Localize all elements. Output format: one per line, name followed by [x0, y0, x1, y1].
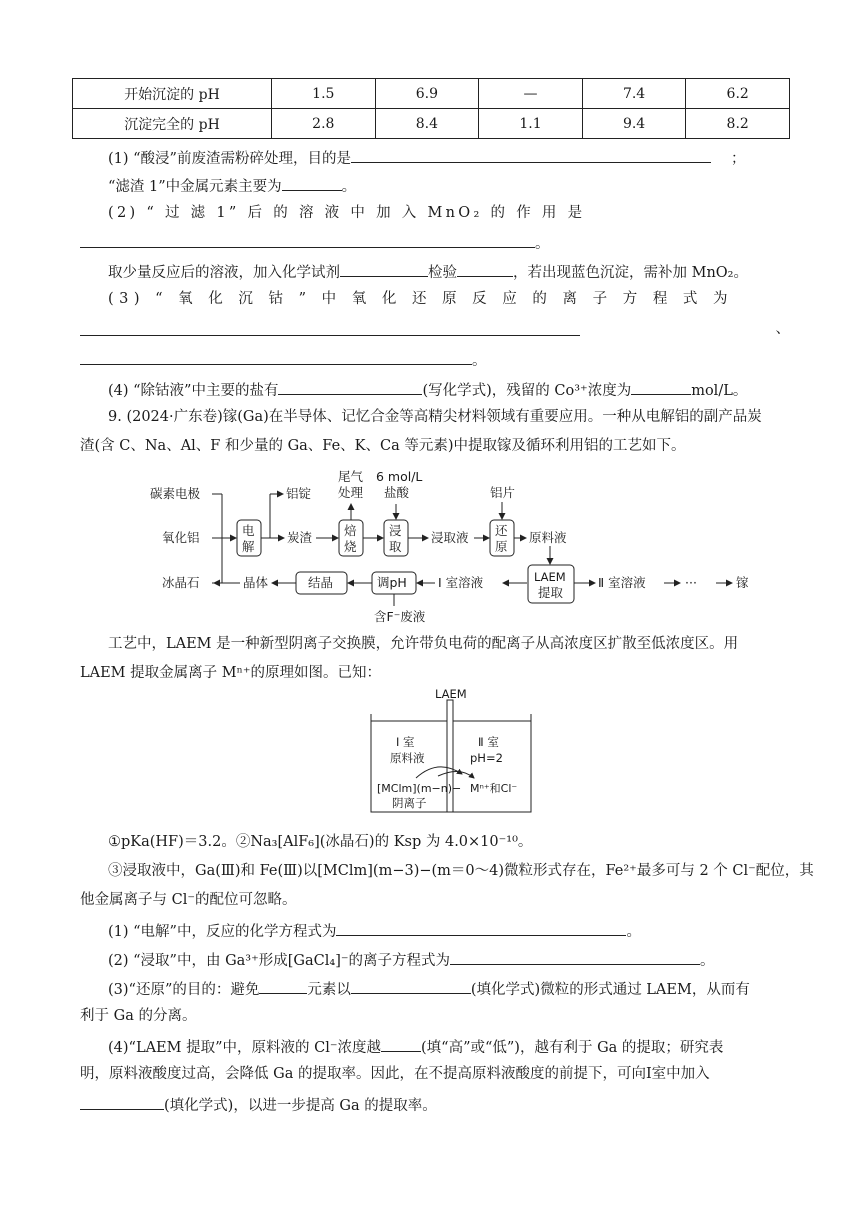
- question-text: (2) “ 过 滤 1” 后 的 溶 液 中 加 入 MnO₂ 的 作 用 是: [108, 205, 586, 221]
- membrane-text: Mⁿ⁺和Cl⁻: [470, 782, 518, 795]
- flow-label: 取: [389, 539, 402, 554]
- flow-label: 提取: [538, 585, 564, 600]
- answer-blank[interactable]: [340, 260, 428, 277]
- membrane-text: Ⅱ 室: [478, 735, 499, 749]
- table-cell: 8.2: [686, 109, 790, 139]
- flow-label: 冰晶石: [162, 575, 200, 590]
- table-cell: 1.1: [479, 109, 583, 139]
- answer-blank[interactable]: [80, 1093, 164, 1110]
- question-text: 元素以: [307, 982, 351, 998]
- question-text: (4) “除钴液”中主要的盐有: [108, 383, 279, 399]
- q9-part1-line: [108, 919, 790, 942]
- table-cell: 6.2: [686, 79, 790, 109]
- flow-label: 尾气: [338, 469, 364, 484]
- question-text: 检验: [428, 265, 457, 281]
- flow-label: 盐酸: [384, 485, 410, 500]
- flow-label: 晶体: [243, 575, 269, 590]
- question-text: (1) “酸浸”前废渣需粉碎处理，目的是: [108, 151, 351, 167]
- flow-label: 解: [242, 539, 255, 554]
- q8-part4-line: [108, 378, 790, 401]
- flow-label: 6 mol/L: [376, 469, 423, 484]
- question-text: (写化学式)，残留的 Co³⁺浓度为: [422, 383, 632, 399]
- q8-part3-blank2-line: 。: [80, 348, 790, 371]
- q8-part3-line: [108, 289, 790, 309]
- process-flow-diagram: [150, 466, 760, 628]
- question-text: (填化学式)，以进一步提高 Ga 的提取率。: [164, 1098, 437, 1114]
- question-text: (3) “ 氧 化 沉 钴 ” 中 氧 化 还 原 反 应 的 离 子 方 程 式 为: [108, 291, 734, 307]
- laem-membrane-diagram: [368, 686, 538, 826]
- flow-label: 调pH: [377, 575, 407, 590]
- membrane-text: [MClm](m−n)−: [377, 782, 462, 795]
- answer-blank[interactable]: [259, 977, 307, 994]
- question-text: (填化学式)微粒的形式通过 LAEM，从而有: [470, 982, 750, 998]
- q9-part4-line: [108, 1035, 790, 1058]
- table-cell: 开始沉淀的 pH: [73, 79, 272, 109]
- flow-label: 铝片: [490, 485, 516, 500]
- q8-part1-line: (1) “酸浸”前废渣需粉碎处理，目的是 ；: [108, 146, 790, 169]
- flow-label: LAEM: [534, 570, 566, 584]
- q9-para-line2: LAEM 提取金属离子 Mⁿ⁺的原理如图。已知：: [80, 665, 382, 681]
- answer-blank[interactable]: [450, 948, 700, 965]
- flow-label: 浸取液: [431, 530, 469, 545]
- table-row: [73, 109, 790, 139]
- q9-known-line1: ①pKa(HF)＝3.2。②Na₃[AlF₆](冰晶石)的 Ksp 为 4.0×10⁻¹⁰。: [108, 834, 533, 850]
- ph-table: [72, 78, 790, 139]
- answer-blank[interactable]: [80, 348, 472, 365]
- membrane-text: 原料液: [390, 751, 425, 765]
- answer-blank[interactable]: [80, 231, 535, 248]
- flow-label: 炭渣: [287, 530, 313, 545]
- q8-part2-blank-line: 。: [80, 231, 790, 254]
- q9-intro-line2: 渣(含 C、Na、Al、F 和少量的 Ga、Fe、K、Ca 等元素)中提取镓及循环利用铝的工艺如下。: [80, 438, 686, 454]
- flow-label: 电: [242, 523, 255, 538]
- flow-label: 处理: [338, 485, 364, 500]
- membrane-label: LAEM: [435, 687, 467, 701]
- q9-part2-line: [108, 948, 790, 971]
- flow-label: 氧化铝: [162, 530, 200, 545]
- flow-label: 还: [495, 523, 508, 538]
- q9-known-line3: 他金属离子与 Cl⁻的配位可忽略。: [80, 892, 297, 908]
- question-text: ，若出现蓝色沉淀，需补加 MnO₂。: [513, 265, 748, 281]
- flow-label: 结晶: [308, 575, 334, 590]
- question-text: 取少量反应后的溶液，加入化学试剂: [108, 265, 340, 281]
- question-text: “滤渣 1”中金属元素主要为: [108, 179, 282, 195]
- q8-part2c-line: [108, 260, 790, 283]
- answer-blank[interactable]: [282, 174, 342, 191]
- table-cell: 7.4: [582, 79, 686, 109]
- flow-label: 烧: [344, 539, 357, 554]
- membrane-text: 阴离子: [392, 796, 427, 810]
- question-text: 。: [626, 924, 641, 940]
- q9-part4b-line: 明，原料液酸度过高，会降低 Ga 的提取率。因此，在不提高原料液酸度的前提下，可向Ⅰ室中加入: [80, 1066, 710, 1082]
- flow-label: 铝锭: [286, 486, 312, 501]
- answer-blank[interactable]: [381, 1035, 421, 1052]
- question-text: (填“高”或“低”)，越有利于 Ga 的提取；研究表: [421, 1040, 724, 1056]
- question-text: (2) “浸取”中，由 Ga³⁺形成[GaCl₄]⁻的离子方程式为: [108, 953, 451, 969]
- question-text: (3)“还原”的目的：避免: [108, 982, 260, 998]
- q9-part3-line: [108, 977, 790, 1000]
- flow-label: 含F⁻废液: [374, 609, 426, 624]
- flow-label: 原料液: [529, 530, 567, 545]
- flow-label: Ⅱ 室溶液: [598, 575, 646, 590]
- answer-blank[interactable]: [80, 319, 580, 336]
- table-cell: 8.4: [375, 109, 479, 139]
- question-text: mol/L。: [691, 383, 748, 399]
- q8-part2-line: [108, 203, 790, 223]
- table-row: [73, 79, 790, 109]
- q8-part3-blank-line: 、: [80, 319, 790, 342]
- answer-blank[interactable]: [278, 378, 422, 395]
- question-text: (4)“LAEM 提取”中，原料液的 Cl⁻浓度越: [108, 1040, 381, 1056]
- q9-known-line2: ③浸取液中，Ga(Ⅲ)和 Fe(Ⅲ)以[MClm](m−3)−(m＝0～4)微粒形式存在，Fe²⁺最多可与 2 个 Cl⁻配位，其: [108, 863, 814, 879]
- q9-intro-line1: 9. (2024·广东卷)镓(Ga)在半导体、记忆合金等高精尖材料领域有重要应用。一种从电解铝的副产品炭: [108, 409, 762, 425]
- flow-label: 碳素电极: [150, 486, 201, 501]
- q8-part1b-line: “滤渣 1”中金属元素主要为 。: [108, 174, 790, 197]
- answer-blank[interactable]: [631, 378, 691, 395]
- question-text: 。: [700, 953, 715, 969]
- flow-label: 镓: [736, 575, 749, 590]
- answer-blank[interactable]: [351, 146, 711, 163]
- q9-part3b-line: 利于 Ga 的分离。: [80, 1008, 197, 1024]
- flow-label: 原: [495, 539, 508, 554]
- membrane-text: pH=2: [470, 751, 503, 765]
- table-cell: 1.5: [272, 79, 376, 109]
- table-cell: 沉淀完全的 pH: [73, 109, 272, 139]
- table-cell: 6.9: [375, 79, 479, 109]
- q9-para-line1: 工艺中，LAEM 是一种新型阴离子交换膜，允许带负电荷的配离子从高浓度区扩散至低浓度区。用: [108, 636, 739, 652]
- answer-blank[interactable]: [336, 919, 626, 936]
- question-text: (1) “电解”中，反应的化学方程式为: [108, 924, 337, 940]
- table-cell: 2.8: [272, 109, 376, 139]
- q9-part4c-line: [80, 1093, 790, 1116]
- table-cell: 9.4: [582, 109, 686, 139]
- flow-label: 焙: [344, 523, 357, 538]
- flow-label: ···: [685, 575, 697, 590]
- table-cell: —: [479, 79, 583, 109]
- flow-label: Ⅰ 室溶液: [438, 575, 484, 590]
- answer-blank[interactable]: [457, 260, 513, 277]
- flow-label: 浸: [389, 523, 402, 538]
- answer-blank[interactable]: [351, 977, 471, 994]
- membrane-text: Ⅰ 室: [396, 735, 415, 749]
